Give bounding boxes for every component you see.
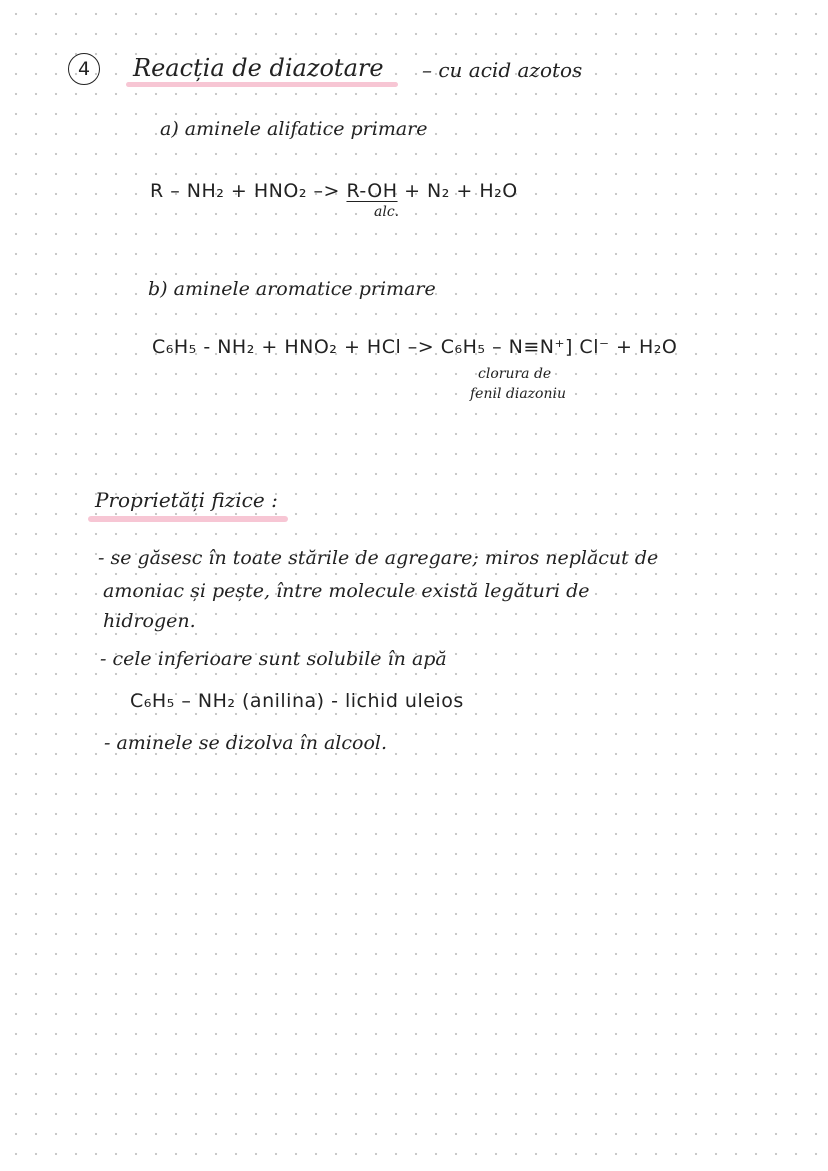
- physical-properties-title: Proprietăți fizice :: [95, 488, 278, 512]
- section-number: 4: [77, 58, 91, 80]
- section-number-badge: [68, 53, 100, 85]
- properties-line-1: - se găsesc în toate stările de agregare; miros neplăcut de: [98, 547, 659, 569]
- section-title: Reacția de diazotare: [133, 54, 384, 82]
- properties-line-2: amoniac și pește, între molecule există legături de: [103, 580, 590, 602]
- part-b-product-note-line2: fenil diazoniu: [470, 386, 566, 402]
- properties-highlight: [88, 516, 288, 522]
- part-a-equation-left: R – NH₂ + HNO₂ –>: [150, 180, 347, 202]
- part-b-equation: C₆H₅ - NH₂ + HNO₂ + HCl –> C₆H₅ – N≡N⁺] Cl⁻ + H₂O: [152, 336, 678, 358]
- properties-line-5: C₆H₅ – NH₂ (anilina) - lichid uleios: [130, 690, 464, 712]
- part-b-label: b) aminele aromatice primare: [148, 278, 436, 300]
- part-a-equation-product: R-OH: [346, 180, 398, 202]
- part-a-equation: [150, 180, 518, 202]
- title-highlight: [126, 82, 398, 87]
- section-title-rest: – cu acid azotos: [422, 58, 583, 82]
- part-a-product-note: alc.: [374, 204, 400, 220]
- properties-line-6: - aminele se dizolva în alcool.: [104, 732, 388, 754]
- part-a-label: a) aminele alifatice primare: [160, 118, 428, 140]
- properties-line-3: hidrogen.: [103, 610, 196, 632]
- part-b-product-note-line1: clorura de: [478, 366, 552, 382]
- properties-line-4: - cele inferioare sunt solubile în apă: [100, 648, 447, 670]
- part-a-equation-right: + N₂ + H₂O: [397, 180, 518, 202]
